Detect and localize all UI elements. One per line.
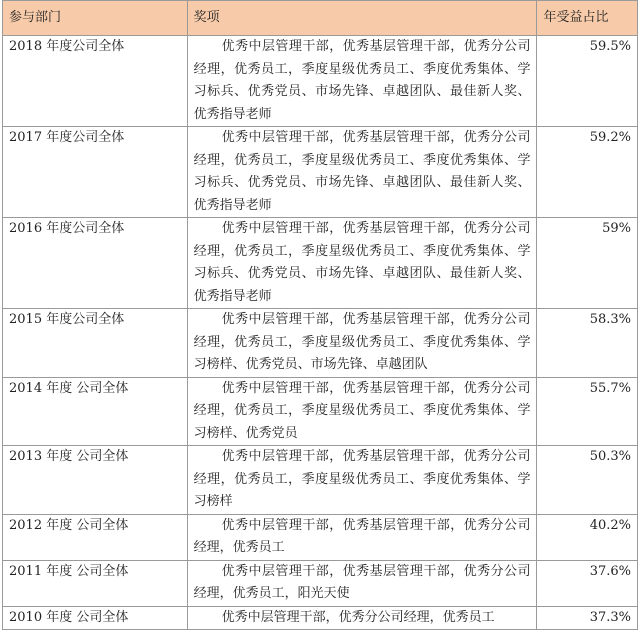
header-row: [3, 1, 638, 36]
ratio-cell: 55.7%: [537, 377, 638, 446]
table-row: [3, 377, 638, 446]
header-dept: 参与部门: [3, 1, 188, 36]
ratio-cell: 37.3%: [537, 606, 638, 630]
table-row: [3, 309, 638, 378]
award-cell: 优秀中层管理干部，优秀基层管理干部，优秀分公司经理，优秀员工，季度星级优秀员工、季度优秀集体、学习标兵、优秀党员、市场先锋、卓越团队、最佳新人奖、优秀指导老师: [187, 36, 537, 127]
table-row: [3, 36, 638, 127]
awards-table: [2, 0, 638, 630]
award-cell: 优秀中层管理干部，优秀基层管理干部，优秀分公司经理，优秀员工: [187, 514, 537, 560]
header-award: 奖项: [187, 1, 537, 36]
award-cell: 优秀中层管理干部，优秀基层管理干部，优秀分公司经理，优秀员工，季度星级优秀员工、季度优秀集体、学习标兵、优秀党员、市场先锋、卓越团队、最佳新人奖、优秀指导老师: [187, 127, 537, 218]
award-cell: 优秀中层管理干部，优秀基层管理干部，优秀分公司经理，优秀员工，季度星级优秀员工、季度优秀集体、学习榜样、优秀党员: [187, 377, 537, 446]
ratio-cell: 59.5%: [537, 36, 638, 127]
ratio-cell: 40.2%: [537, 514, 638, 560]
ratio-cell: 59%: [537, 218, 638, 309]
award-cell: 优秀中层管理干部，优秀分公司经理，优秀员工: [187, 606, 537, 630]
award-cell: 优秀中层管理干部，优秀基层管理干部，优秀分公司经理，优秀员工，季度星级优秀员工、季度优秀集体、学习榜样、优秀党员、市场先锋、卓越团队: [187, 309, 537, 378]
table-row: [3, 606, 638, 630]
table-row: [3, 446, 638, 515]
dept-cell: 2013 年度 公司全体: [3, 446, 188, 515]
dept-cell: 2010 年度 公司全体: [3, 606, 188, 630]
header-ratio: 年受益占比: [537, 1, 638, 36]
dept-cell: 2014 年度 公司全体: [3, 377, 188, 446]
award-cell: 优秀中层管理干部，优秀基层管理干部，优秀分公司经理，优秀员工，季度星级优秀员工、季度优秀集体、学习榜样: [187, 446, 537, 515]
dept-cell: 2012 年度 公司全体: [3, 514, 188, 560]
ratio-cell: 50.3%: [537, 446, 638, 515]
dept-cell: 2011 年度 公司全体: [3, 560, 188, 606]
award-cell: 优秀中层管理干部，优秀基层管理干部，优秀分公司经理，优秀员工，季度星级优秀员工、季度优秀集体、学习标兵、优秀党员、市场先锋、卓越团队、最佳新人奖、优秀指导老师: [187, 218, 537, 309]
ratio-cell: 37.6%: [537, 560, 638, 606]
award-cell: 优秀中层管理干部，优秀基层管理干部，优秀分公司经理，优秀员工，阳光天使: [187, 560, 537, 606]
table-row: [3, 514, 638, 560]
dept-cell: 2017 年度公司全体: [3, 127, 188, 218]
ratio-cell: 59.2%: [537, 127, 638, 218]
dept-cell: 2018 年度公司全体: [3, 36, 188, 127]
table-row: [3, 218, 638, 309]
ratio-cell: 58.3%: [537, 309, 638, 378]
dept-cell: 2015 年度公司全体: [3, 309, 188, 378]
table-row: [3, 127, 638, 218]
table-row: [3, 560, 638, 606]
dept-cell: 2016 年度公司全体: [3, 218, 188, 309]
